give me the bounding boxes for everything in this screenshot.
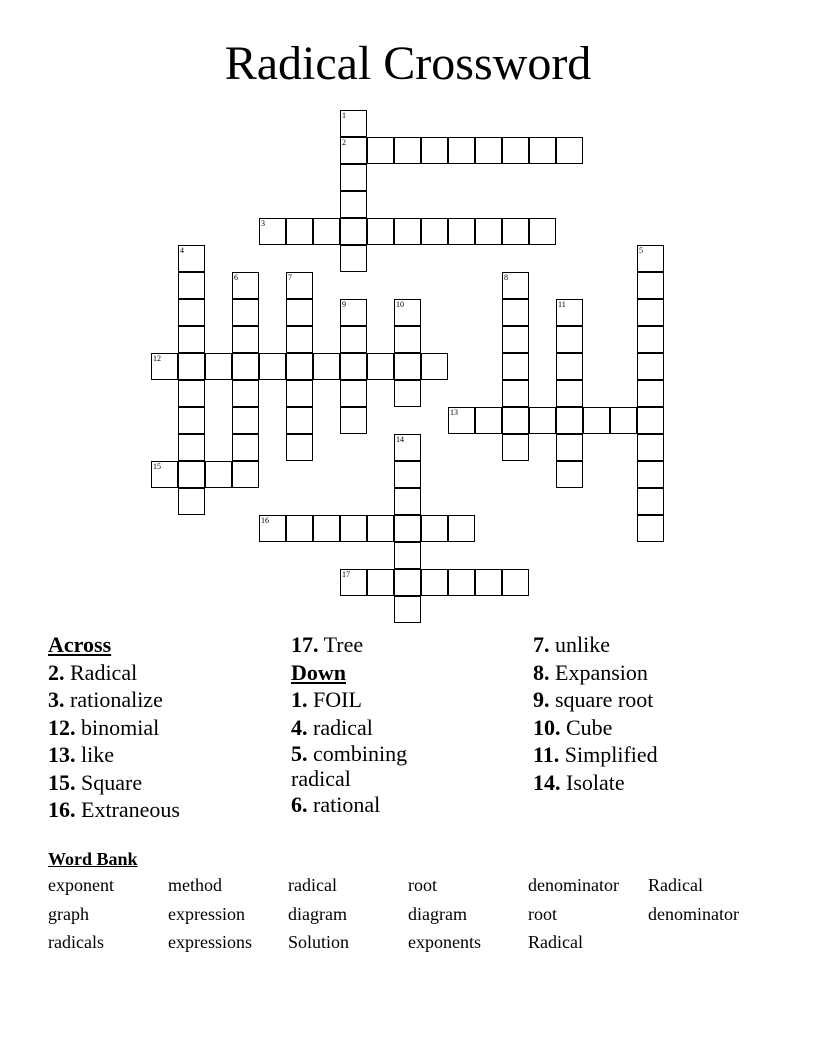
word-bank-word: root [408, 875, 437, 895]
crossword-cell[interactable] [151, 461, 178, 488]
cell-number: 12 [153, 354, 161, 363]
crossword-cell[interactable] [448, 569, 475, 596]
clue-number: 10. [533, 714, 561, 740]
crossword-cell[interactable] [367, 569, 394, 596]
crossword-cell[interactable] [394, 515, 421, 542]
clue-text: Radical [70, 659, 138, 685]
crossword-cell[interactable] [286, 407, 313, 434]
crossword-cell[interactable] [259, 353, 286, 380]
crossword-cell[interactable] [340, 218, 367, 245]
crossword-cell[interactable] [394, 326, 421, 353]
crossword-cell[interactable] [637, 326, 664, 353]
clue-down-6 [291, 791, 521, 819]
crossword-cell[interactable] [637, 245, 664, 272]
crossword-cell[interactable] [394, 461, 421, 488]
crossword-cell[interactable] [340, 245, 367, 272]
crossword-cell[interactable] [340, 407, 367, 434]
clue-number: 7. [533, 632, 550, 657]
down-heading: Down [291, 659, 347, 685]
crossword-cell[interactable] [178, 272, 205, 299]
clue-text: like [81, 742, 114, 767]
clue-down-14 [533, 769, 793, 797]
clues-column-1 [48, 631, 278, 824]
clue-number: 12. [48, 714, 76, 740]
crossword-cell[interactable] [637, 272, 664, 299]
cell-number: 9 [342, 300, 346, 309]
word-bank-title: Word Bank [48, 849, 138, 869]
crossword-cell[interactable] [529, 218, 556, 245]
crossword-cell[interactable] [286, 434, 313, 461]
cell-number: 2 [342, 138, 346, 147]
crossword-cell[interactable] [502, 353, 529, 380]
crossword-cell[interactable] [367, 515, 394, 542]
crossword-cell[interactable] [394, 488, 421, 515]
clue-down-11 [533, 741, 793, 769]
word-bank-word: Solution [288, 932, 350, 952]
crossword-cell[interactable] [286, 515, 313, 542]
crossword-cell[interactable] [502, 326, 529, 353]
crossword-cell[interactable] [637, 299, 664, 326]
crossword-cell[interactable] [232, 461, 259, 488]
crossword-cell[interactable] [637, 461, 664, 488]
crossword-cell[interactable] [637, 488, 664, 515]
clue-across-16 [48, 796, 278, 824]
crossword-cell[interactable] [286, 326, 313, 353]
clue-number: 9. [533, 687, 550, 712]
crossword-cell[interactable] [340, 110, 367, 137]
cell-number: 13 [450, 408, 458, 417]
crossword-cell[interactable] [556, 299, 583, 326]
clue-number: 2. [48, 659, 65, 685]
clue-number: 5. [291, 741, 308, 766]
clue-number: 15. [48, 769, 76, 795]
word-bank-word: graph [48, 903, 89, 924]
crossword-cell[interactable] [394, 380, 421, 407]
word-bank-word: expression [168, 903, 245, 924]
crossword-cell[interactable] [637, 515, 664, 542]
crossword-cell[interactable] [502, 299, 529, 326]
crossword-cell[interactable] [178, 245, 205, 272]
crossword-cell[interactable] [448, 515, 475, 542]
crossword-cell[interactable] [340, 326, 367, 353]
crossword-cell[interactable] [178, 326, 205, 353]
clue-text: Cube [566, 714, 613, 740]
clue-number: 6. [291, 792, 308, 817]
cell-number: 11 [558, 300, 566, 309]
crossword-cell[interactable] [340, 137, 367, 164]
crossword-cell[interactable] [637, 353, 664, 380]
word-bank-word: radicals [48, 932, 104, 952]
crossword-cell[interactable] [340, 191, 367, 218]
crossword-cell[interactable] [259, 515, 286, 542]
crossword-cell[interactable] [556, 326, 583, 353]
cell-number: 15 [153, 462, 161, 471]
word-bank-word: denominator [648, 903, 739, 924]
crossword-cell[interactable] [502, 218, 529, 245]
crossword-cell[interactable] [340, 299, 367, 326]
crossword-cell[interactable] [448, 218, 475, 245]
clue-down-1 [291, 686, 521, 714]
crossword-cell[interactable] [421, 218, 448, 245]
crossword-cell[interactable] [394, 299, 421, 326]
crossword-cell[interactable] [178, 461, 205, 488]
clue-across-2 [48, 659, 278, 687]
crossword-cell[interactable] [367, 353, 394, 380]
crossword-cell[interactable] [448, 137, 475, 164]
word-bank-word: Radical [528, 932, 583, 952]
crossword-cell[interactable] [232, 380, 259, 407]
clue-text: radical [313, 714, 373, 740]
clue-text: combining radical [291, 741, 408, 791]
crossword-cell[interactable] [610, 407, 637, 434]
crossword-cell[interactable] [313, 515, 340, 542]
page-title: Radical Crossword [224, 37, 592, 90]
clue-text: unlike [555, 632, 610, 657]
crossword-cell[interactable] [367, 137, 394, 164]
clue-down-9 [533, 686, 793, 714]
clues-column-3 [533, 631, 793, 796]
crossword-cell[interactable] [637, 407, 664, 434]
crossword-cell[interactable] [178, 353, 205, 380]
crossword-cell[interactable] [232, 434, 259, 461]
clue-text: Tree [323, 632, 364, 657]
crossword-cell[interactable] [502, 380, 529, 407]
crossword-cell[interactable] [502, 137, 529, 164]
word-bank-word: Radical [648, 875, 703, 895]
crossword-cell[interactable] [340, 164, 367, 191]
cell-number: 3 [261, 219, 265, 228]
clue-text: Square [81, 769, 143, 795]
clue-down-8 [533, 659, 793, 687]
crossword-cell[interactable] [502, 272, 529, 299]
crossword-cell[interactable] [394, 569, 421, 596]
word-bank-word: root [528, 903, 557, 924]
clue-number: 17. [291, 632, 319, 657]
crossword-cell[interactable] [232, 407, 259, 434]
crossword-cell[interactable] [475, 407, 502, 434]
crossword-cell[interactable] [232, 299, 259, 326]
crossword-cell[interactable] [394, 434, 421, 461]
crossword-cell[interactable] [286, 218, 313, 245]
crossword-cell[interactable] [556, 137, 583, 164]
crossword-cell[interactable] [529, 137, 556, 164]
clue-across-17 [291, 631, 521, 659]
clue-number: 4. [291, 714, 308, 740]
crossword-cell[interactable] [232, 272, 259, 299]
crossword-cell[interactable] [394, 542, 421, 569]
crossword-cell[interactable] [421, 137, 448, 164]
crossword-cell[interactable] [340, 515, 367, 542]
crossword-cell[interactable] [286, 380, 313, 407]
clue-text: Simplified [564, 742, 658, 767]
crossword-cell[interactable] [340, 380, 367, 407]
crossword-cell[interactable] [502, 407, 529, 434]
crossword-cell[interactable] [232, 326, 259, 353]
word-bank-word: denominator [528, 875, 619, 895]
clue-text: Extraneous [81, 797, 180, 822]
crossword-cell[interactable] [313, 218, 340, 245]
crossword-cell[interactable] [394, 137, 421, 164]
cell-number: 10 [396, 300, 404, 309]
crossword-cell[interactable] [286, 353, 313, 380]
crossword-cell[interactable] [205, 353, 232, 380]
word-bank-word: expressions [168, 932, 252, 952]
clue-number: 8. [533, 659, 550, 685]
clue-text: square root [555, 687, 654, 712]
crossword-cell[interactable] [367, 218, 394, 245]
crossword-cell[interactable] [394, 218, 421, 245]
crossword-cell[interactable] [556, 461, 583, 488]
crossword-cell[interactable] [178, 407, 205, 434]
crossword-cell[interactable] [475, 218, 502, 245]
crossword-cell[interactable] [502, 434, 529, 461]
word-bank-word: diagram [288, 903, 347, 924]
crossword-cell[interactable] [421, 569, 448, 596]
clue-number: 3. [48, 687, 65, 712]
crossword-cell[interactable] [556, 380, 583, 407]
cell-number: 4 [180, 246, 184, 255]
crossword-cell[interactable] [259, 218, 286, 245]
cell-number: 5 [639, 246, 643, 255]
clue-number: 13. [48, 742, 76, 767]
clue-text: FOIL [313, 687, 362, 712]
clue-down-7 [533, 631, 793, 659]
word-bank-word: exponent [48, 875, 114, 895]
across-heading: Across [48, 632, 112, 657]
crossword-cell[interactable] [232, 353, 259, 380]
cell-number: 7 [288, 273, 292, 282]
crossword-cell[interactable] [313, 353, 340, 380]
cell-number: 14 [396, 435, 404, 444]
crossword-cell[interactable] [637, 434, 664, 461]
crossword-cell[interactable] [178, 488, 205, 515]
crossword-cell[interactable] [286, 272, 313, 299]
clue-down-4 [291, 714, 521, 742]
clue-across-13 [48, 741, 278, 769]
cell-number: 17 [342, 570, 350, 579]
clue-text: Isolate [566, 769, 625, 795]
crossword-cell[interactable] [286, 299, 313, 326]
clue-across-3 [48, 686, 278, 714]
clue-across-15 [48, 769, 278, 797]
crossword-cell[interactable] [529, 407, 556, 434]
crossword-cell[interactable] [556, 434, 583, 461]
clue-number: 11. [533, 742, 560, 767]
clue-number: 14. [533, 769, 561, 795]
crossword-cell[interactable] [178, 434, 205, 461]
crossword-cell[interactable] [475, 569, 502, 596]
cell-number: 16 [261, 516, 269, 525]
clue-text: rational [313, 792, 381, 817]
clue-number: 1. [291, 687, 308, 712]
clue-text: binomial [81, 714, 160, 740]
crossword-cell[interactable] [340, 353, 367, 380]
word-bank-word: radical [288, 875, 337, 895]
word-bank-word: method [168, 875, 222, 895]
crossword-cell[interactable] [340, 569, 367, 596]
clue-down-5 [291, 741, 441, 791]
cell-number: 1 [342, 111, 346, 120]
crossword-cell[interactable] [421, 515, 448, 542]
crossword-cell[interactable] [448, 407, 475, 434]
word-bank-word: exponents [408, 932, 481, 952]
clue-number: 16. [48, 797, 76, 822]
word-bank-word: diagram [408, 903, 467, 924]
cell-number: 6 [234, 273, 238, 282]
clue-text: rationalize [70, 687, 163, 712]
crossword-cell[interactable] [178, 299, 205, 326]
crossword-cell[interactable] [421, 353, 448, 380]
clue-across-12 [48, 714, 278, 742]
crossword-cell[interactable] [205, 461, 232, 488]
crossword-cell[interactable] [178, 380, 205, 407]
crossword-cell[interactable] [556, 353, 583, 380]
crossword-cell[interactable] [394, 353, 421, 380]
clue-down-10 [533, 714, 793, 742]
cell-number: 8 [504, 273, 508, 282]
crossword-cell[interactable] [502, 569, 529, 596]
clue-text: Expansion [555, 659, 648, 685]
crossword-cell[interactable] [583, 407, 610, 434]
clues-column-2 [291, 631, 521, 819]
crossword-cell[interactable] [556, 407, 583, 434]
crossword-cell[interactable] [394, 596, 421, 623]
crossword-cell[interactable] [151, 353, 178, 380]
crossword-cell[interactable] [637, 380, 664, 407]
crossword-cell[interactable] [475, 137, 502, 164]
